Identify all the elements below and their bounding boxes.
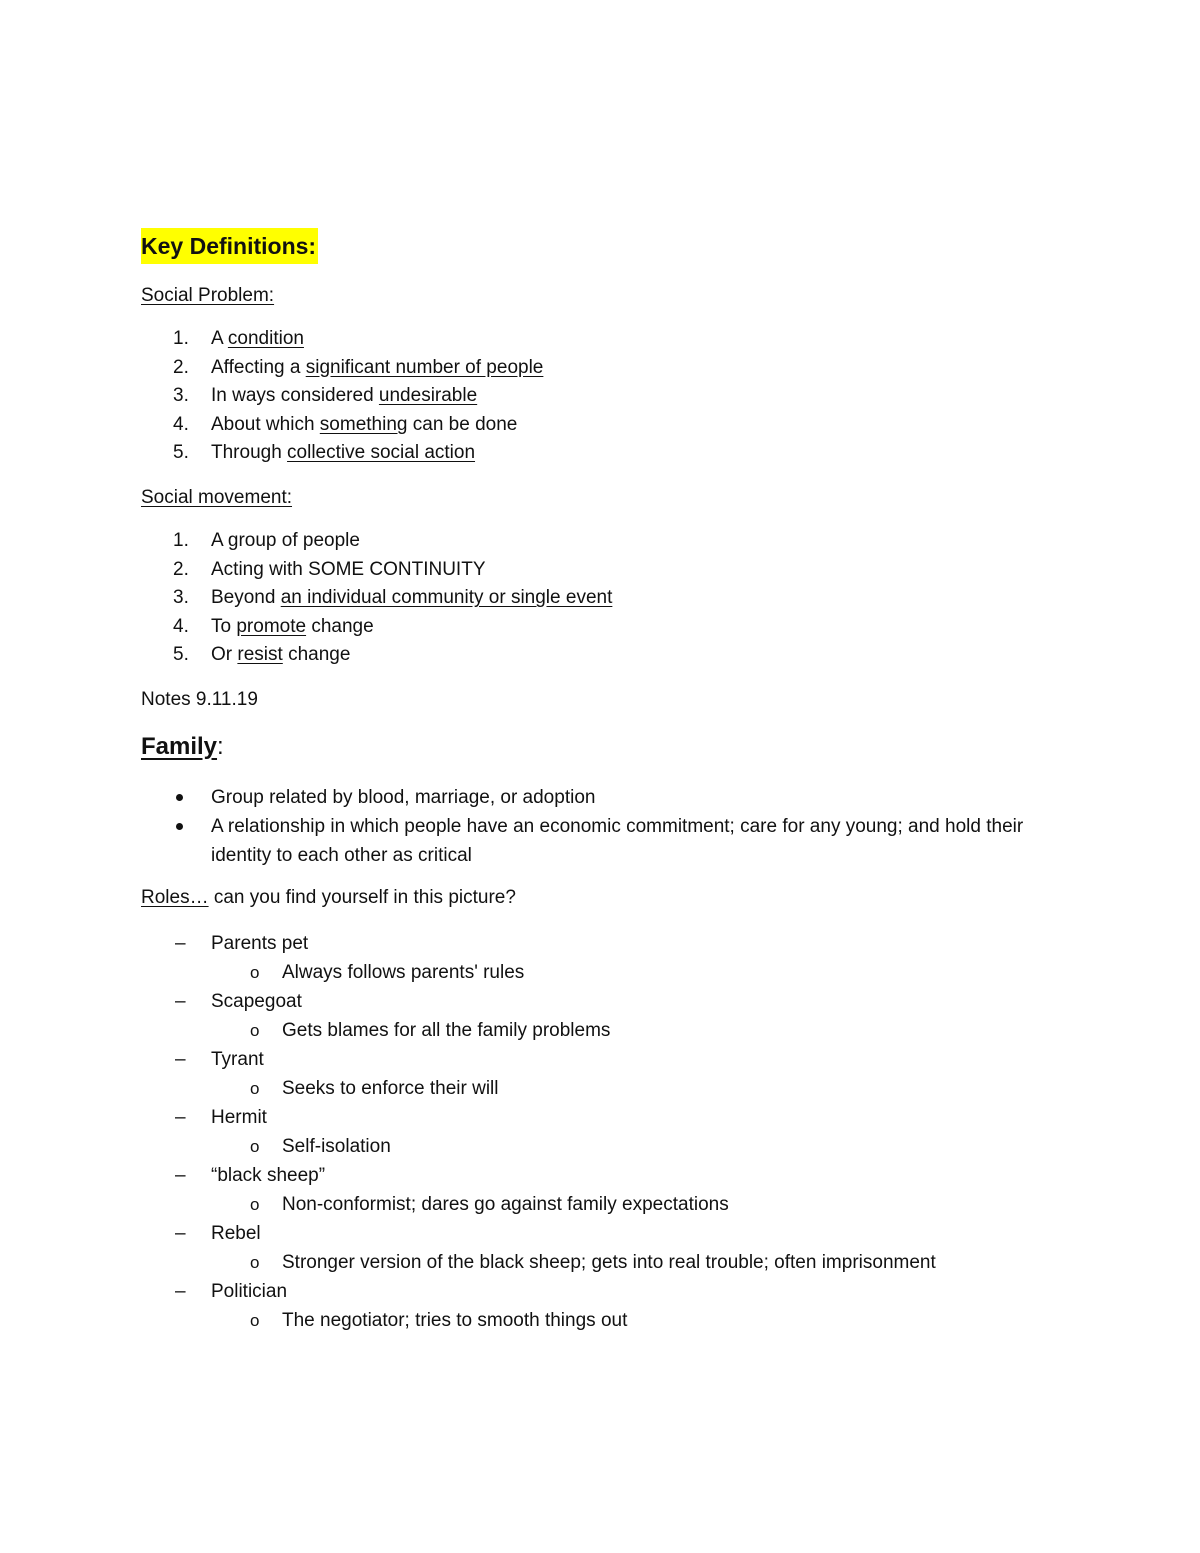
role-description-text: Self-isolation (282, 1136, 391, 1157)
key-definitions-heading: Key Definitions: (141, 228, 318, 264)
circle-bullet-icon: o (250, 1253, 260, 1272)
social-problem-label: Social Problem: (141, 285, 275, 306)
item-number: 1. (173, 530, 189, 551)
family-heading: Family: (141, 733, 224, 760)
circle-bullet-icon: o (250, 1137, 260, 1156)
item-text: About which something can be done (211, 413, 518, 435)
bullet-icon (176, 794, 183, 801)
item-text: Acting with SOME CONTINUITY (211, 558, 486, 580)
dash-icon: – (175, 1223, 186, 1244)
bullet-icon (176, 823, 183, 830)
role-name: Rebel (211, 1223, 261, 1244)
bullet-text: Group related by blood, marriage, or adoption (211, 787, 596, 808)
role-description-text: Always follows parents' rules (282, 962, 525, 983)
item-text: A condition (211, 328, 304, 349)
dash-icon: – (175, 991, 186, 1012)
item-number: 4. (173, 413, 189, 435)
circle-bullet-icon: o (250, 963, 260, 982)
dash-icon: – (175, 933, 186, 954)
item-number: 5. (173, 644, 189, 666)
item-number: 4. (173, 615, 189, 637)
circle-bullet-icon: o (250, 1311, 260, 1330)
role-description-text: The negotiator; tries to smooth things out (282, 1310, 628, 1331)
item-number: 2. (173, 356, 189, 378)
roles-question: can you find yourself in this picture? (208, 887, 516, 908)
item-number: 3. (173, 587, 189, 609)
item-number: 5. (173, 442, 189, 464)
item-text: Beyond an individual community or single event (211, 587, 613, 609)
role-name: Politician (211, 1281, 288, 1302)
role-description-text: Non-conformist; dares go against family expectations (282, 1194, 729, 1215)
circle-bullet-icon: o (250, 1079, 260, 1098)
circle-bullet-icon: o (250, 1021, 260, 1040)
family-bullet-list (141, 783, 1041, 870)
item-number: 2. (173, 558, 189, 580)
item-text: Or resist change (211, 644, 351, 666)
dash-icon: – (175, 1107, 186, 1128)
notes-date: Notes 9.11.19 (141, 689, 258, 710)
list-item (141, 783, 1041, 812)
item-text: Affecting a significant number of people (211, 356, 544, 378)
dash-icon: – (175, 1165, 186, 1186)
role-description-text: Seeks to enforce their will (282, 1078, 499, 1099)
item-text: In ways considered undesirable (211, 385, 478, 407)
role-description-text: Stronger version of the black sheep; gets into real trouble; often imprisonment (282, 1252, 936, 1273)
role-name: “black sheep” (211, 1165, 326, 1186)
dash-icon: – (175, 1049, 186, 1070)
role-name: Tyrant (211, 1049, 264, 1070)
item-text: To promote change (211, 615, 374, 637)
role-name: Hermit (211, 1107, 267, 1128)
role-description-text: Gets blames for all the family problems (282, 1020, 611, 1041)
dash-icon: – (175, 1281, 186, 1302)
role-name: Scapegoat (211, 991, 302, 1012)
roles-line (141, 886, 516, 910)
item-text: A group of people (211, 530, 360, 551)
social-movement-label: Social movement: (141, 487, 293, 508)
list-item (141, 812, 1041, 870)
role-name: Parents pet (211, 933, 309, 954)
roles-label: Roles… (141, 887, 209, 908)
bullet-text: A relationship in which people have an economic commitment; care for any young; and hold their identity to each other as critical (211, 816, 1024, 866)
item-number: 3. (173, 385, 189, 407)
circle-bullet-icon: o (250, 1195, 260, 1214)
item-number: 1. (173, 328, 189, 349)
item-text: Through collective social action (211, 442, 476, 464)
